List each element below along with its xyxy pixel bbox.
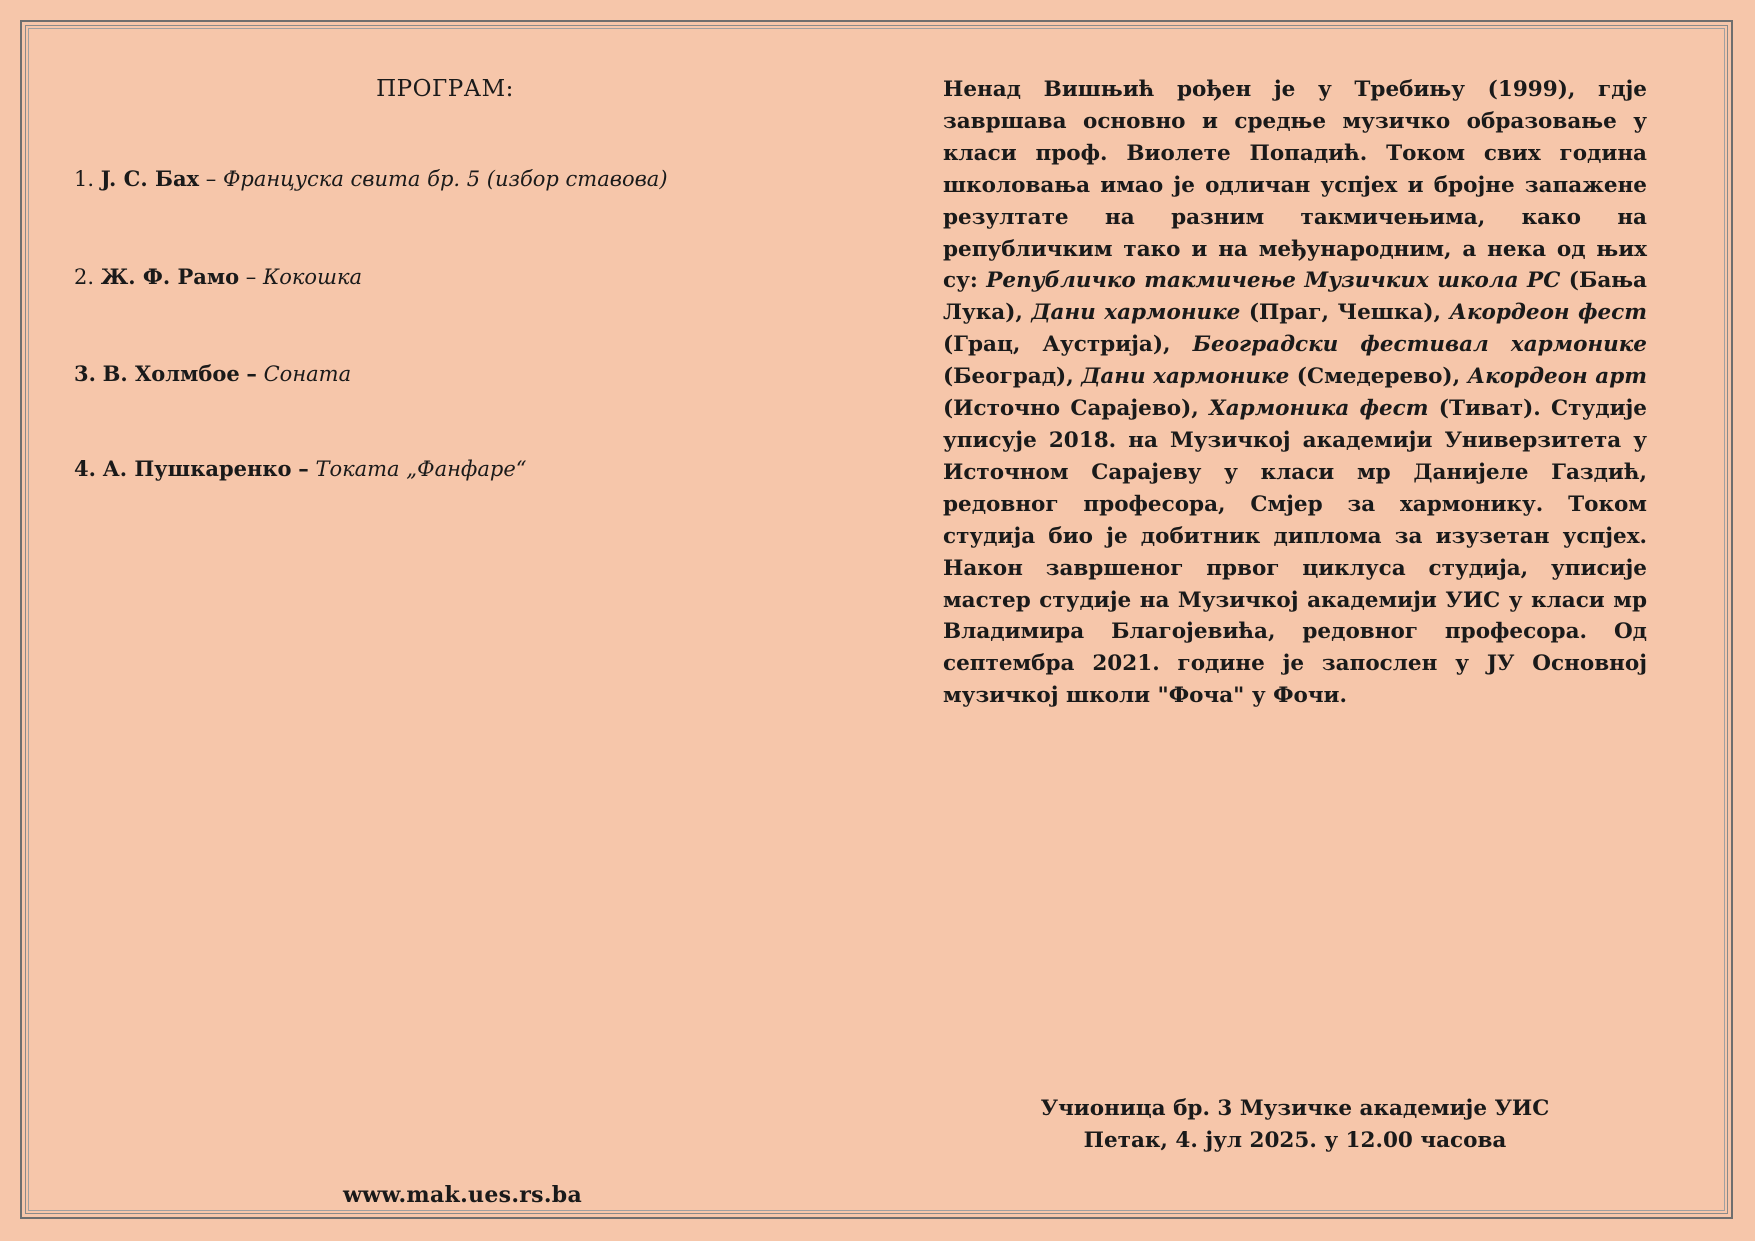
competition-name: Акордеон фест	[1449, 300, 1647, 326]
program-item-work: Токата „Фанфаре“	[315, 457, 527, 481]
program-item-dash: –	[246, 361, 257, 386]
program-item-number: 2.	[74, 265, 95, 289]
program-item-number: 3.	[74, 361, 96, 386]
competition-name: Акордеон арт	[1467, 364, 1647, 390]
competition-location: (Београд),	[943, 364, 1082, 390]
program-title: ПРОГРАМ:	[376, 76, 514, 102]
website-link[interactable]: www.mak.ues.rs.ba	[342, 1182, 583, 1208]
program-item-3	[74, 361, 351, 386]
program-item-2	[74, 264, 362, 289]
venue-date-time: Петак, 4. јул 2025. у 12.00 часова	[1083, 1128, 1507, 1153]
venue-location: Учионица бр. 3 Музичке академије УИС	[1040, 1096, 1550, 1121]
bio-intro: Ненад Вишњић рођен је у Требињу (1999), гдје завршава основно и средње музичко образовање у класи проф. Виолете Попадић. Током свих година школовања имао је одличан успјех и бројне запажене резултате на разним такмичењима, како на републичким тако и на међународним, а нека од њих су:	[943, 77, 1647, 294]
program-item-4	[74, 456, 526, 481]
program-item-dash: –	[245, 265, 257, 289]
bio-studies: (Тиват). Студије уписује 2018. на Музичкој академији Универзитета у Источном Сарајеву у класи мр Данијеле Газдић, редовног професора, Смјер за хармонику. Током студија био је добитник диплома за изузетан успјех. Након завршеног првог циклуса студија, уписије мастер студије на Музичкој академији УИС у класи мр Владимира Благојевића, редовног професора. Од септембра 2021. године је запослен у ЈУ Основној музичкој школи "Фоча" у Фочи.	[943, 396, 1647, 709]
program-item-work: Француска свита бр. 5 (избор ставова)	[222, 167, 668, 191]
program-item-composer: А. Пушкаренко	[102, 456, 292, 481]
program-item-work: Кокошка	[262, 265, 363, 289]
program-item-1	[74, 166, 668, 191]
program-item-work: Соната	[263, 362, 352, 386]
competition-name: Републичко такмичење Музичких школа РС	[986, 268, 1561, 294]
program-item-number: 1.	[74, 167, 95, 191]
program-item-number: 4.	[74, 456, 96, 481]
biography-text	[943, 74, 1647, 712]
venue-info	[1000, 1093, 1590, 1157]
program-item-dash: –	[205, 167, 217, 191]
competition-location: (Праг, Чешка),	[1240, 300, 1450, 326]
competition-name: Дани хармонике	[1031, 300, 1241, 326]
competition-name: Дани хармонике	[1081, 364, 1290, 390]
competition-name: Хармоника фест	[1209, 396, 1429, 422]
program-item-composer: В. Холмбое	[102, 361, 240, 386]
program-item-dash: –	[298, 456, 309, 481]
competition-location: (Источно Сарајево),	[943, 396, 1210, 422]
program-item-composer: J. С. Бах	[100, 166, 200, 191]
program-item-composer: Ж. Ф. Рамо	[100, 264, 240, 289]
competition-location: (Грац, Аустрија),	[943, 332, 1193, 358]
competition-location: (Смедерево),	[1289, 364, 1468, 390]
competition-name: Београдски фестивал хармонике	[1192, 332, 1647, 358]
competition-location: (Бања Лука),	[943, 268, 1647, 326]
